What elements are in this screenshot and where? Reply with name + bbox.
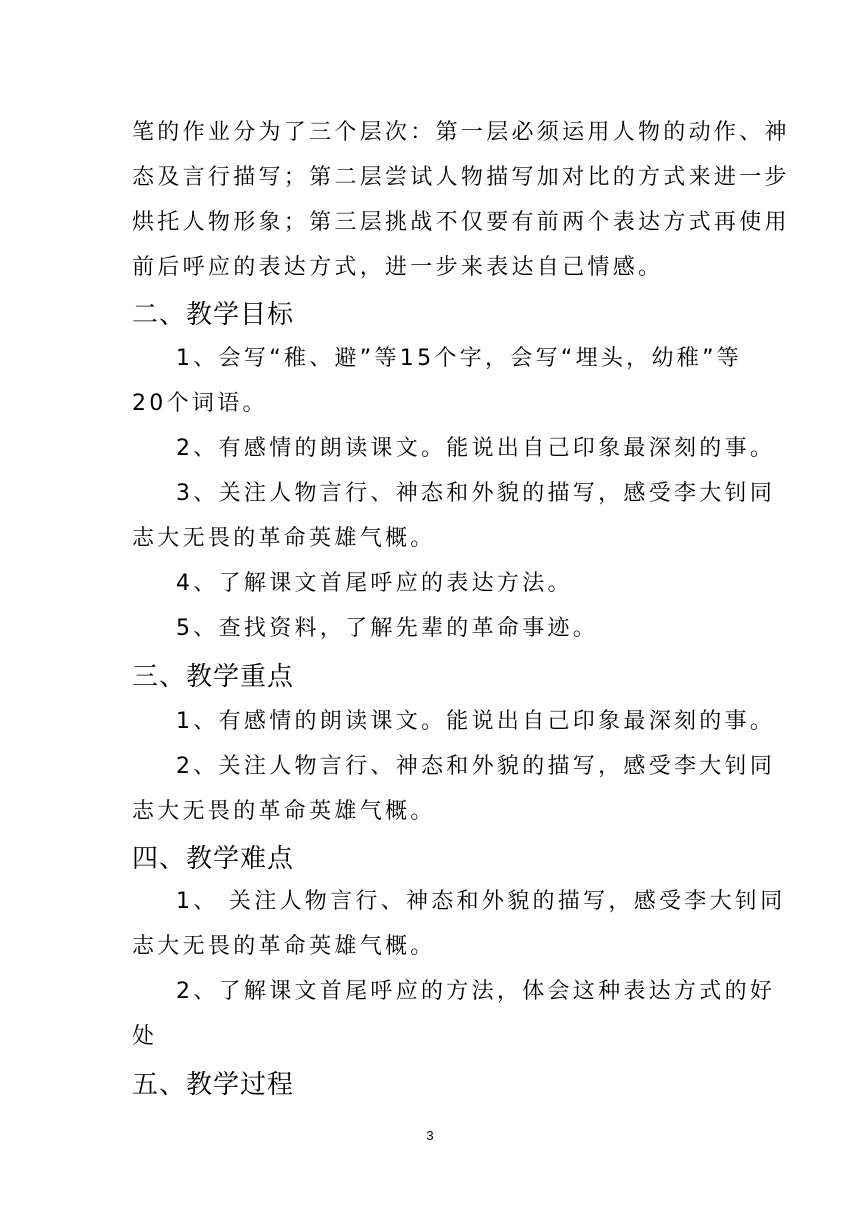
body-line: 前后呼应的表达方式，进一步来表达自己情感。 — [132, 255, 664, 280]
body-line: 志大无畏的革命英雄气概。 — [132, 934, 436, 959]
body-line: 2、关注人物言行、神态和外貌的描写，感受李大钊同 — [176, 754, 776, 779]
section-heading: 三、教学重点 — [132, 662, 295, 692]
body-line: 1、会写“稚、避”等15个字，会写“埋头，幼稚”等 — [176, 346, 743, 371]
section-heading: 二、教学目标 — [132, 300, 295, 330]
body-line: 2、了解课文首尾呼应的方法，体会这种表达方式的好 — [176, 979, 776, 1004]
body-line: 3、关注人物言行、神态和外貌的描写，感受李大钊同 — [176, 481, 776, 506]
body-line: 20个词语。 — [132, 391, 268, 416]
body-line: 烘托人物形象；第三层挑战不仅要有前两个表达方式再使用 — [132, 210, 790, 235]
body-line: 态及言行描写；第二层尝试人物描写加对比的方式来进一步 — [132, 165, 790, 190]
body-line: 5、查找资料，了解先辈的革命事迹。 — [176, 616, 599, 641]
body-line: 笔的作业分为了三个层次：第一层必须运用人物的动作、神 — [132, 120, 790, 145]
body-line: 志大无畏的革命英雄气概。 — [132, 799, 436, 824]
body-line: 志大无畏的革命英雄气概。 — [132, 526, 436, 551]
body-line: 2、有感情的朗读课文。能说出自己印象最深刻的事。 — [176, 436, 776, 461]
page-number: 3 — [426, 1128, 434, 1143]
body-line: 1、有感情的朗读课文。能说出自己印象最深刻的事。 — [176, 709, 776, 734]
body-line: 1、 关注人物言行、神态和外貌的描写，感受李大钊同 — [176, 889, 786, 914]
body-line: 4、了解课文首尾呼应的表达方法。 — [176, 571, 573, 596]
section-heading: 四、教学难点 — [132, 844, 295, 874]
body-line: 处 — [132, 1024, 158, 1049]
section-heading: 五、教学过程 — [132, 1070, 295, 1100]
